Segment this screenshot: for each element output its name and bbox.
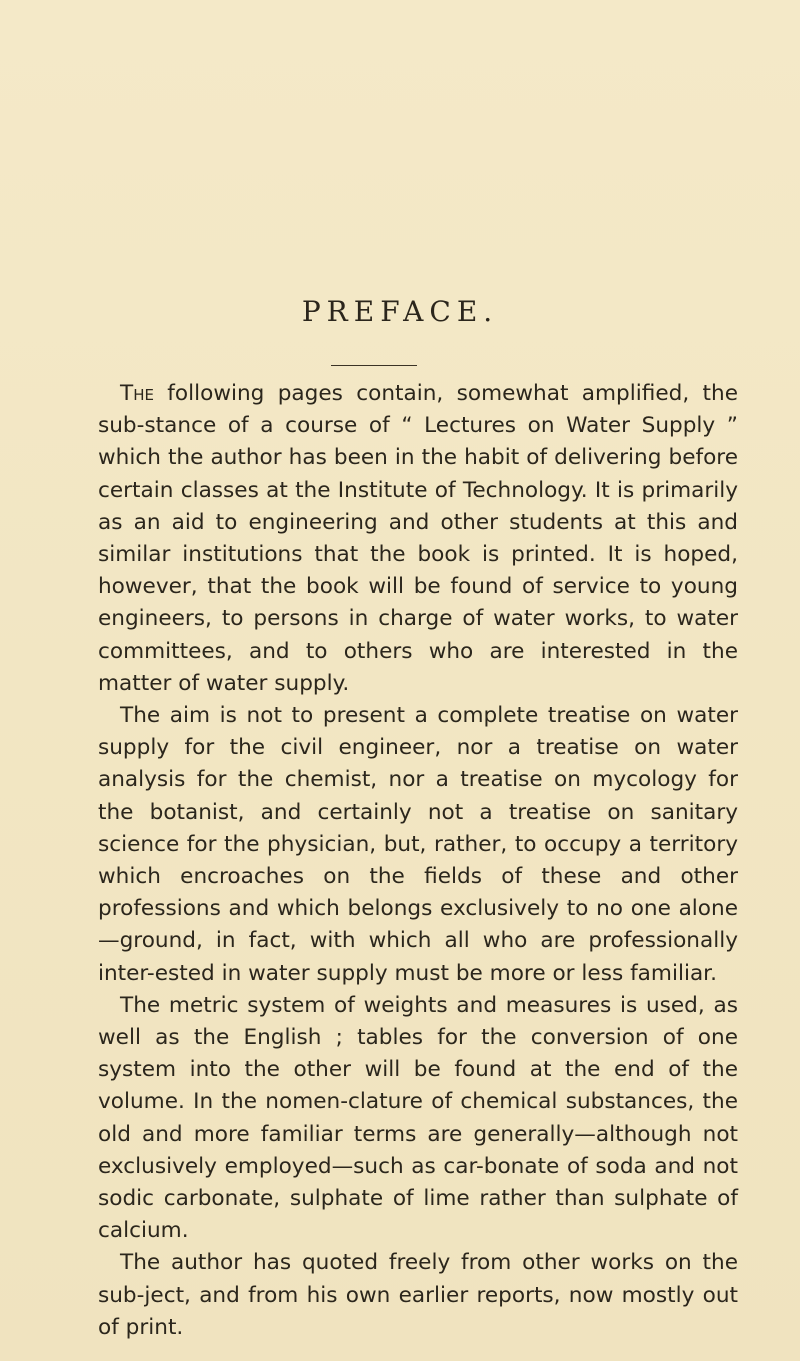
title-rule xyxy=(331,365,417,366)
paragraph-4: The author has quoted freely from other works on the sub-ject, and from his own earlier reports, now mostly out of print. xyxy=(98,1250,738,1340)
paragraph-2: The aim is not to present a complete treatise on water supply for the civil engineer, nor a treatise on water analysis for the chemist, nor a treatise on mycology for the botanist, and certainly not a treatise on sanitary science for the physician, but, rather, to occupy a territory which encroaches on the fields of these and other professions and which belongs exclusively to no one alone —ground, in fact, with which all who are professionally inter-ested in water supply must be more or less familiar. xyxy=(98,703,738,986)
paragraph-1 xyxy=(98,378,738,700)
paragraph-lead: The xyxy=(120,381,154,406)
page-title: PREFACE. xyxy=(301,295,499,328)
paragraph-text: following pages contain, somewhat amplified, the sub-stance of a course of “ Lectures on Water Supply ” which the author has been in the habit of delivering before certain classes at the Institute of Technology. It is primarily as an aid to engineering and other students at this and similar institutions that the book is printed. It is hoped, however, that the book will be found of service to young engineers, to persons in charge of water works, to water committees, and to others who are interested in the matter of water supply. xyxy=(98,381,738,696)
preface-body xyxy=(98,378,738,1344)
paragraph-3: The metric system of weights and measures is used, as well as the English ; tables for the conversion of one system into the other will be found at the end of the volume. In the nomen-clature of chemical substances, the old and more familiar terms are generally—although not exclusively employed—such as car-bonate of soda and not sodic carbonate, sulphate of lime rather than sulphate of calcium. xyxy=(98,992,738,1244)
